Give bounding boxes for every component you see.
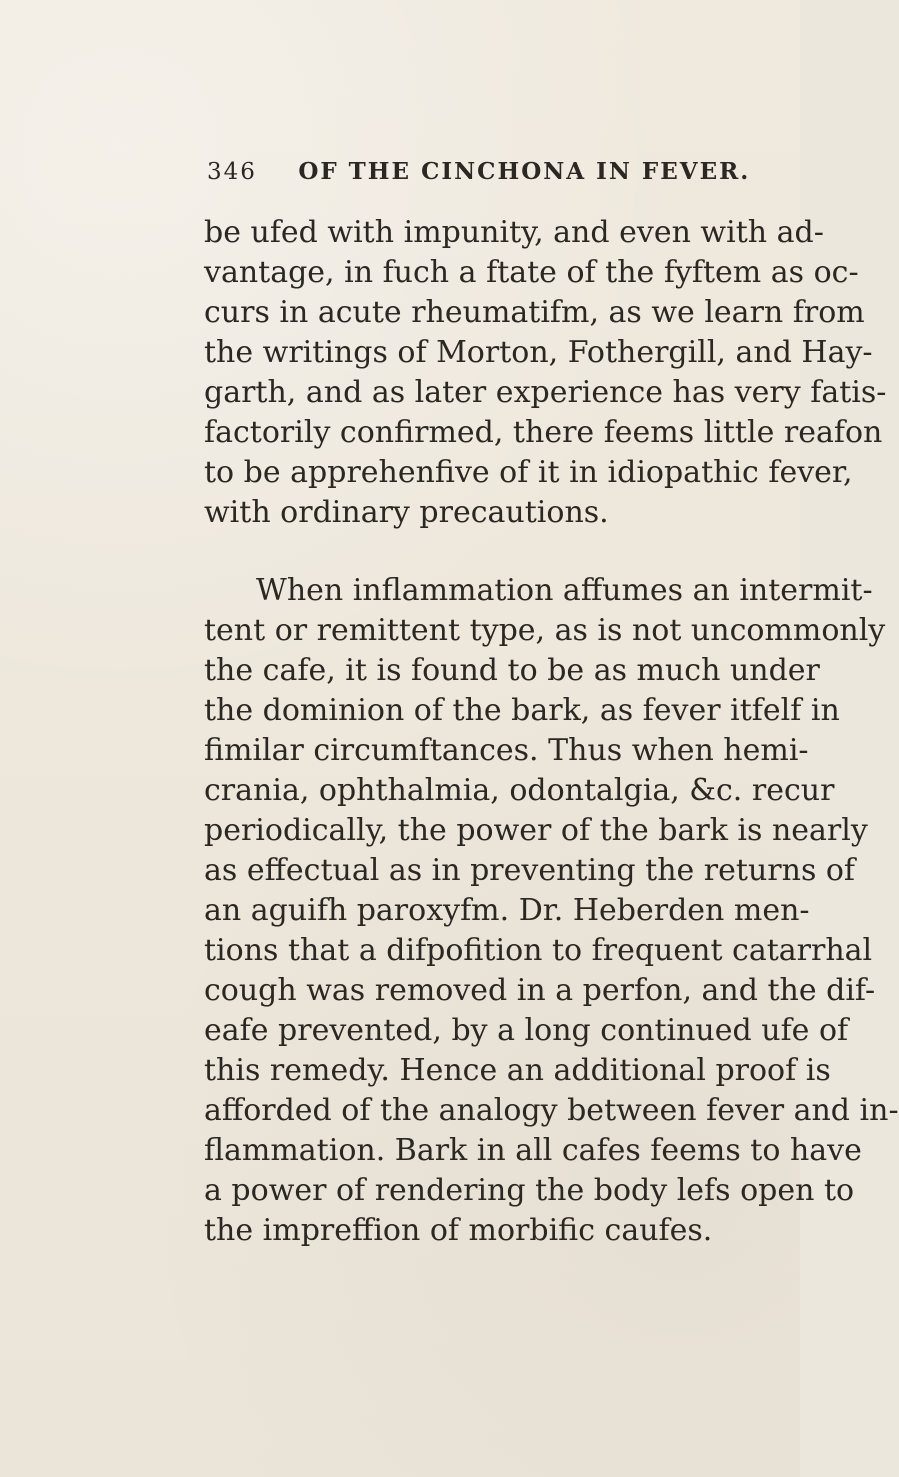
text-line: crania, ophthalmia, odontalgia, &c. recur [204,773,835,808]
text-line: cough was removed in a perfon, and the dif- [204,973,876,1008]
text-line: garth, and as later experience has very fatis- [204,375,887,410]
text-line: tions that a difpofition to frequent catarrhal [204,933,873,968]
text-line: an aguifh paroxyfm. Dr. Heberden men- [204,893,810,928]
text-line: the dominion of the bark, as fever itfelf in [204,693,840,728]
text-line: tent or remittent type, as is not uncommonly [204,613,886,648]
text-line: to be apprehenfive of it in idiopathic fever, [204,455,853,490]
text-line: the impreffion of morbific caufes. [204,1213,713,1248]
text-line: be ufed with impunity, and even with ad- [204,215,824,250]
text-line: flammation. Bark in all cafes feems to have [204,1133,862,1168]
text-line: periodically, the power of the bark is nearly [204,813,868,848]
text-line: as effectual as in preventing the returns of [204,853,856,888]
text-line: the cafe, it is found to be as much under [204,653,820,688]
paragraph-2 [204,571,899,1251]
text-line: a power of rendering the body lefs open to [204,1173,855,1208]
page-header [207,158,751,185]
text-line: eafe prevented, by a long continued ufe of [204,1013,849,1048]
text-line: afforded of the analogy between fever and in- [204,1093,899,1128]
page-number: 346 [207,159,257,185]
text-line: the writings of Morton, Fothergill, and Hay- [204,335,873,370]
text-line: fimilar circumftances. Thus when hemi- [204,733,809,768]
text-line: vantage, in fuch a ftate of the fyftem as oc- [204,255,859,290]
paragraph-1 [204,213,887,533]
text-line: with ordinary precautions. [204,495,609,530]
text-line: When inflammation affumes an intermit- [256,573,873,608]
body-text [204,213,899,1251]
text-line: factorily confirmed, there feems little reafon [204,415,883,450]
text-line: this remedy. Hence an additional proof is [204,1053,831,1088]
running-head: OF THE CINCHONA IN FEVER. [298,158,751,185]
text-line: curs in acute rheumatifm, as we learn from [204,295,865,330]
